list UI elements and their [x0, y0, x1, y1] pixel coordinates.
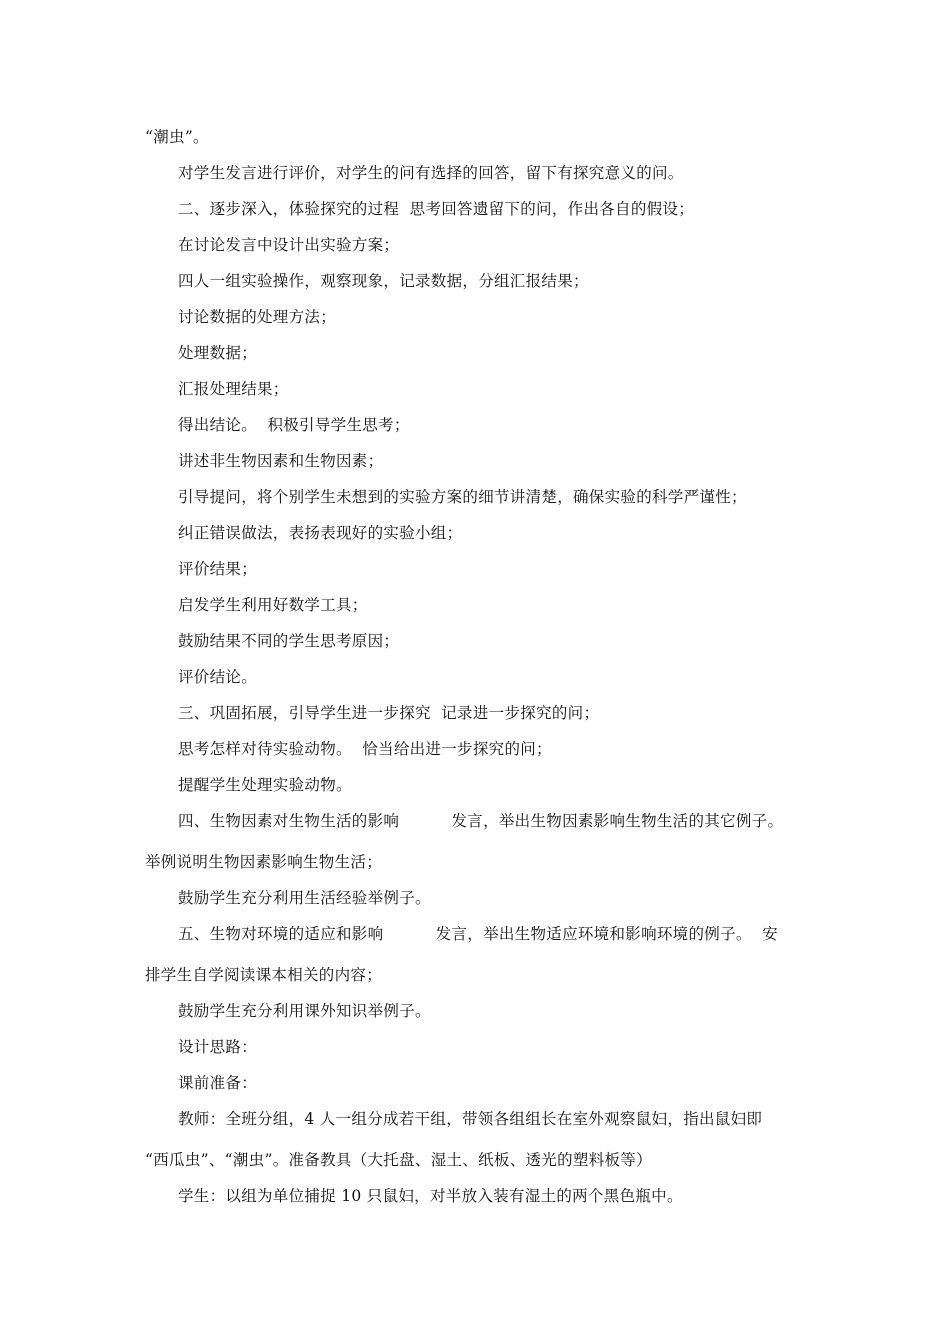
text-line-17: 三、巩固拓展，引导学生进一步探究 记录进一步探究的问； — [178, 704, 600, 722]
text-line-8: 汇报处理结果； — [178, 380, 289, 398]
text-line-23: 五、生物对环境的适应和影响 发言，举出生物适应环境和影响环境的例子。 安 — [178, 925, 778, 943]
text-line-21: 举例说明生物因素影响生物生活； — [145, 853, 383, 871]
text-line-30: 学生：以组为单位捕捉 10 只鼠妇，对半放入装有湿土的两个黑色瓶中。 — [178, 1187, 683, 1205]
text-line-11: 引导提问，将个别学生未想到的实验方案的细节讲清楚，确保实验的科学严谨性； — [178, 488, 747, 506]
text-line-9: 得出结论。 积极引导学生思考； — [178, 416, 410, 434]
text-line-26: 设计思路： — [178, 1038, 258, 1056]
text-line-6: 讨论数据的处理方法； — [178, 308, 337, 326]
text-line-3: 二、逐步深入，体验探究的过程 思考回答遗留下的问，作出各自的假设； — [178, 200, 695, 218]
text-line-12: 纠正错误做法，表扬表现好的实验小组； — [178, 524, 463, 542]
text-line-2: 对学生发言进行评价，对学生的问有选择的回答，留下有探究意义的问。 — [178, 164, 684, 182]
text-line-28: 教师：全班分组，4 人一组分成若干组，带领各组组长在室外观察鼠妇，指出鼠妇即 — [178, 1110, 763, 1128]
text-line-19: 提醒学生处理实验动物。 — [178, 776, 352, 794]
text-line-22: 鼓励学生充分利用生活经验举例子。 — [178, 889, 431, 907]
text-line-18: 思考怎样对待实验动物。 恰当给出进一步探究的问； — [178, 740, 552, 758]
text-line-5: 四人一组实验操作，观察现象，记录数据，分组汇报结果； — [178, 272, 589, 290]
text-line-29: “西瓜虫”、“潮虫”。准备教具（大托盘、湿土、纸板、透光的塑料板等） — [145, 1151, 652, 1169]
text-line-13: 评价结果； — [178, 560, 258, 578]
text-line-7: 处理数据； — [178, 344, 258, 362]
text-line-15: 鼓励结果不同的学生思考原因； — [178, 632, 400, 650]
text-line-24: 排学生自学阅读课本相关的内容； — [145, 966, 383, 984]
text-line-1: “潮虫”。 — [145, 128, 209, 146]
text-line-4: 在讨论发言中设计出实验方案； — [178, 236, 400, 254]
text-line-27: 课前准备： — [178, 1074, 258, 1092]
text-line-25: 鼓励学生充分利用课外知识举例子。 — [178, 1002, 431, 1020]
text-line-10: 讲述非生物因素和生物因素； — [178, 452, 384, 470]
text-line-14: 启发学生利用好数学工具； — [178, 596, 368, 614]
text-line-16: 评价结论。 — [178, 668, 258, 686]
text-line-20: 四、生物因素对生物生活的影响 发言，举出生物因素影响生物生活的其它例子。 — [178, 812, 784, 830]
